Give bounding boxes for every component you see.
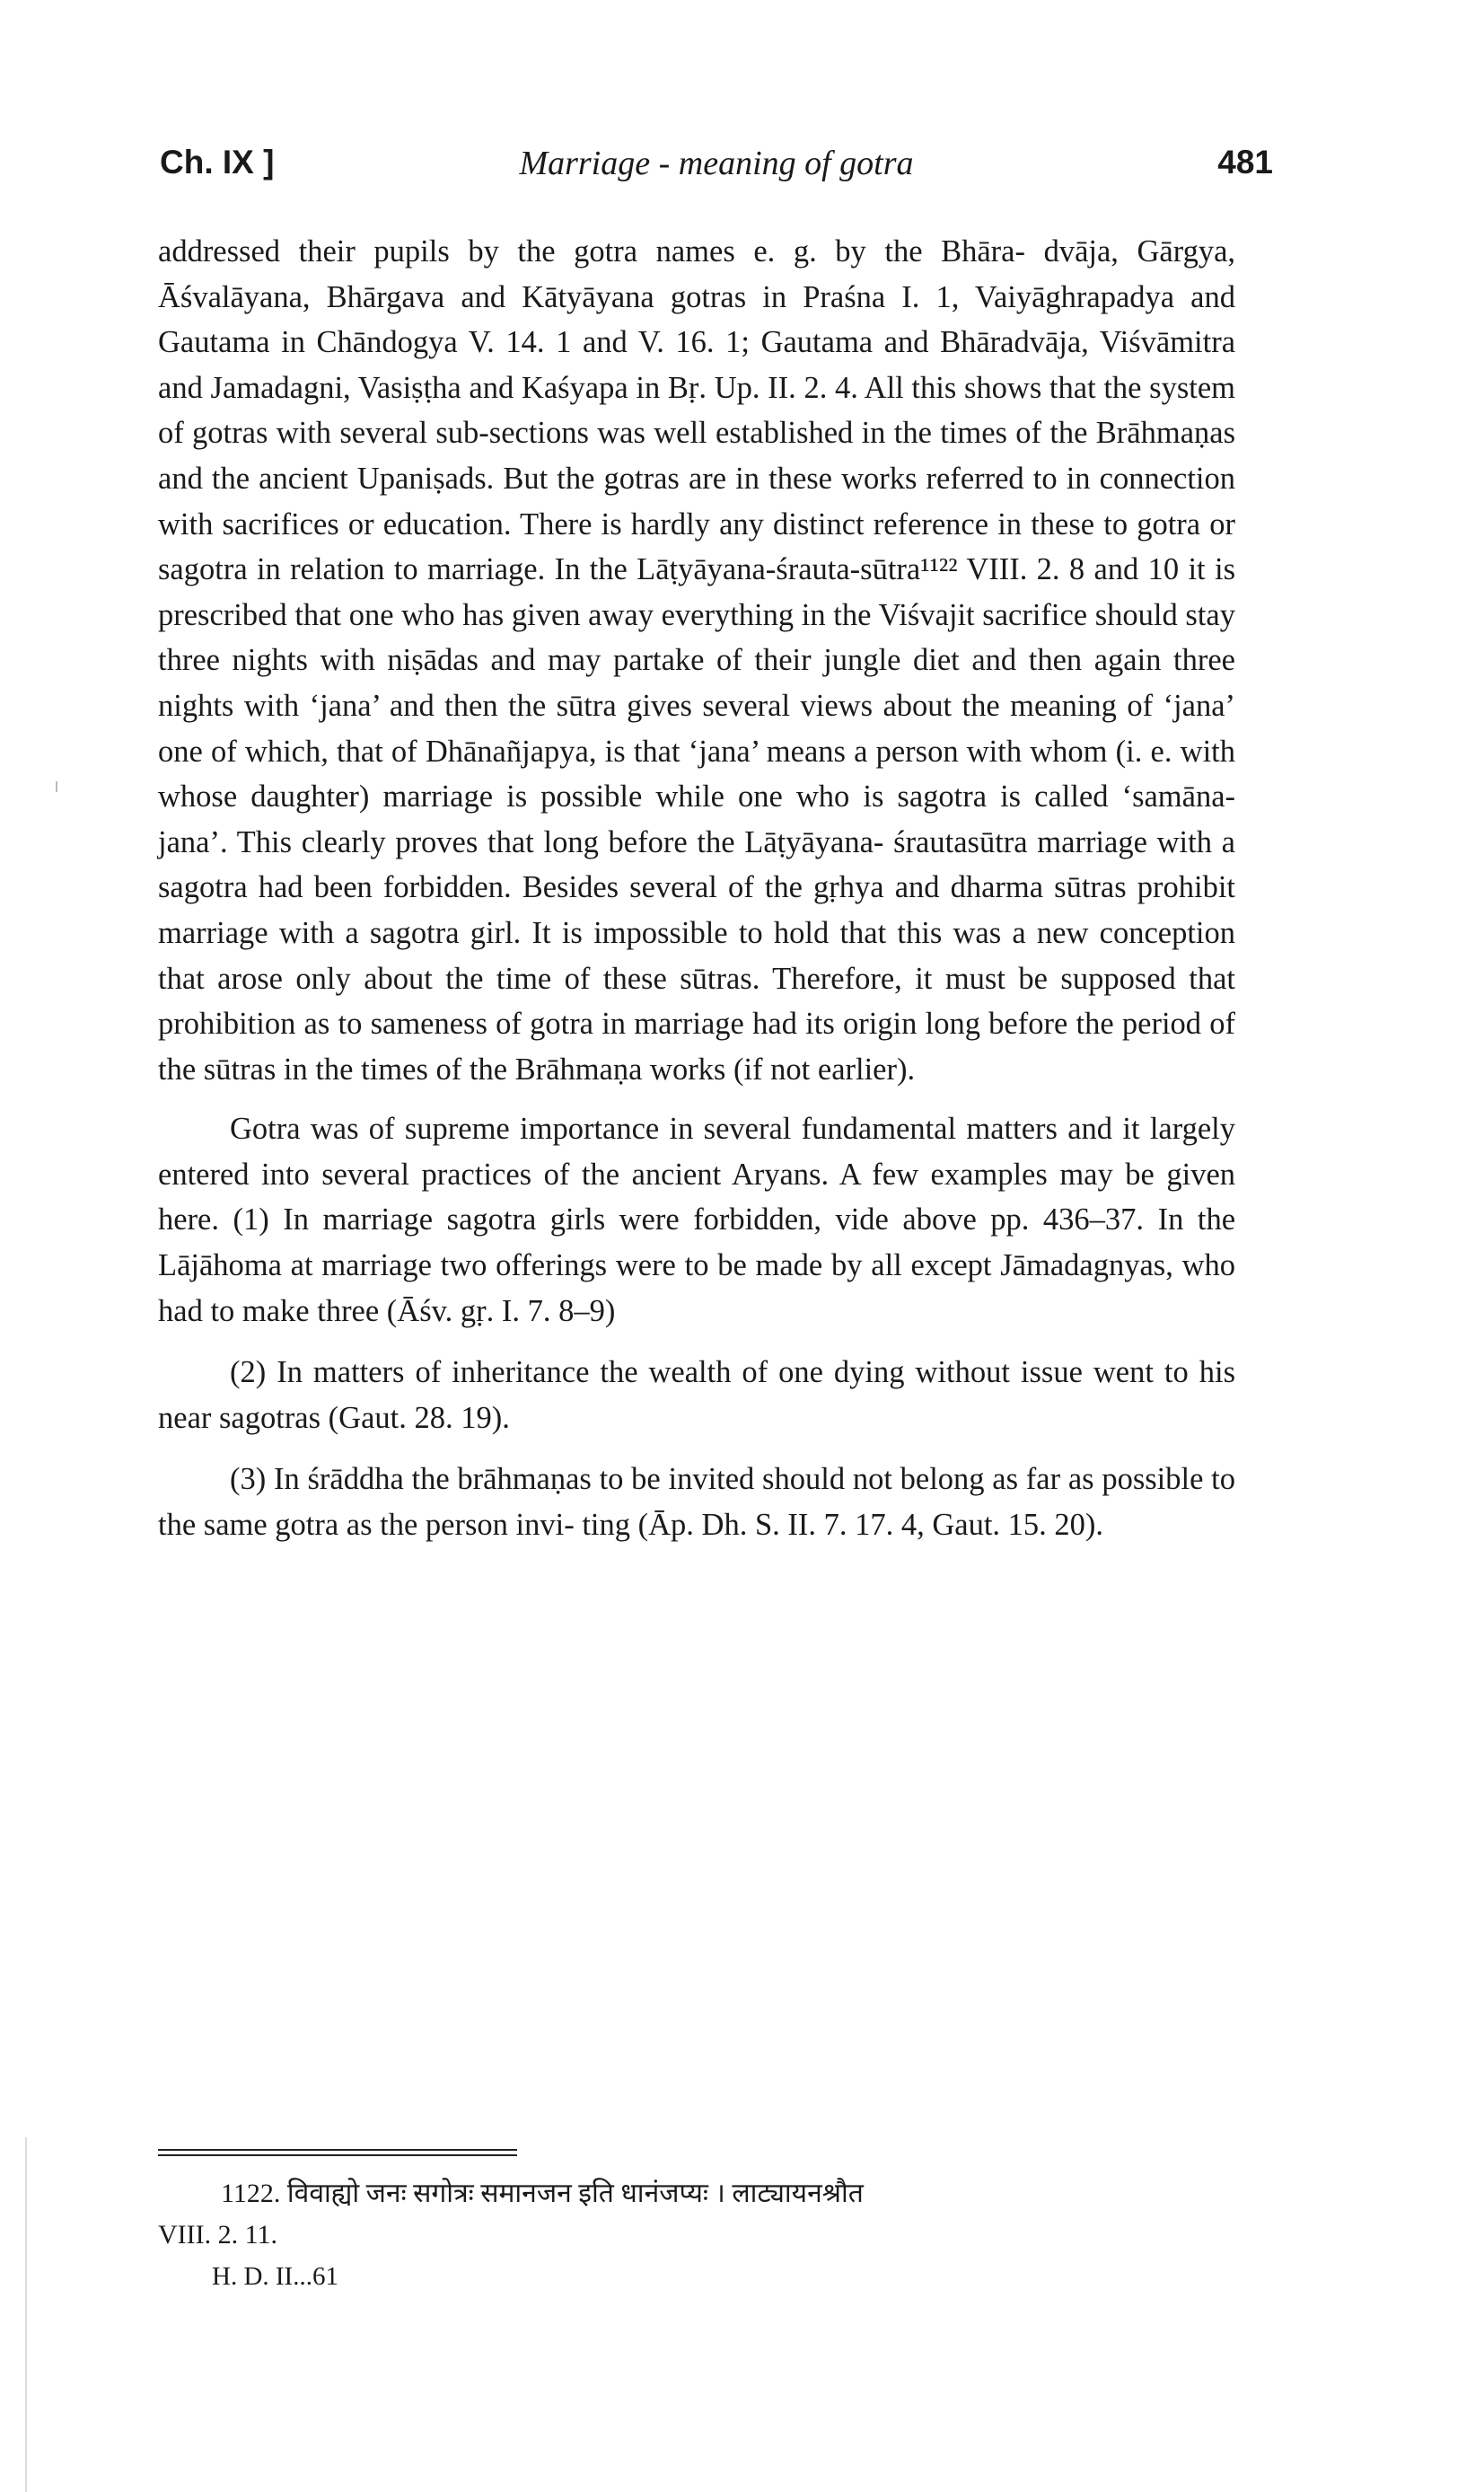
margin-mark [56, 781, 57, 792]
text-line: sameness of gotra in marriage had its origin long before the [370, 1007, 1114, 1042]
page-number: 481 [1217, 144, 1273, 181]
running-title: Marriage - meaning of gotra [519, 145, 914, 182]
text-line: well established in the times of the Brāhmaṇas and the ancient [158, 416, 1235, 496]
text-line: Viśvajit sacrifice should stay three nights with niṣādas and [158, 597, 1235, 678]
text-line: sūtras. Therefore, it must be supposed that prohibition as to [158, 961, 1235, 1042]
text-line: not earlier). [770, 1052, 916, 1087]
text-line: Besides several of the gṛhya and dharma sūtras prohibit [522, 870, 1235, 905]
footnote-line-2: VIII. 2. 11. [158, 2220, 278, 2250]
text-line: jana’. This clearly proves that long before the Lāṭyāyana- [158, 824, 884, 859]
body-text [158, 229, 1235, 1548]
text-line: In the Lājāhoma at marriage two offerings were to be made [158, 1202, 1236, 1283]
paragraph-2 [158, 1106, 1235, 1334]
chapter-label: Ch. IX ] [160, 144, 275, 181]
text-line: ting (Āp. Dh. S. II. 7. 17. 4, Gaut. 15. 20). [582, 1508, 1104, 1543]
text-line: Jamadagni, Vasiṣṭha and Kaśyapa in Bṛ. Up. II. 2. 4. All this [210, 370, 957, 405]
text-line: period of the sūtras in the times of the Brāhmaṇa works (if [158, 1007, 1235, 1087]
text-line: (3) In śrāddha the brāhmaṇas to be invited should not [230, 1462, 892, 1497]
text-line: meaning of ‘jana’ one of which, that of Dhānañjapya, is that [158, 688, 1236, 769]
text-line: may partake of their jungle diet and then again three nights [158, 643, 1235, 723]
text-line: ‘jana’ means a person with whom (i. e. with whose daughter) [158, 734, 1236, 815]
text-line: matters and it largely entered into several practices of the [158, 1112, 1235, 1192]
text-line: distinct reference in these to gotra or sagotra in relation to [158, 506, 1235, 587]
text-line: Gotra was of supreme importance in several fundamental [230, 1112, 957, 1147]
text-line: addressed their pupils by the gotra names e. g. by the Bhāra- [158, 234, 1025, 269]
text-line: marriage with a sagotra girl. It is impossible to hold that this [158, 915, 943, 950]
text-line: śrautasūtra marriage with a sagotra had been forbidden. [158, 824, 1235, 905]
text-line: (2) In matters of inheritance the wealth of one dying [230, 1355, 905, 1390]
text-line: connection with sacrifices or education. There is hardly any [158, 461, 1236, 542]
text-line: belong as far as possible to the same gotra as the person invi- [158, 1462, 1235, 1543]
text-line: with ‘jana’ and then the sūtra gives several views about the [243, 688, 1000, 723]
binding-edge [25, 2137, 27, 2492]
text-line: marriage is possible while one who is sagotra is called ‘samāna- [382, 779, 1236, 815]
running-header [160, 144, 1273, 198]
text-line: V. 14. 1 and V. 16. 1; Gautama and Bhāradvāja, Viśvāmitra and [158, 325, 1236, 405]
paragraph-1 [158, 229, 1235, 1092]
paragraph-4 [158, 1457, 1235, 1547]
text-line: gṛ. I. 7. 8–9) [460, 1293, 616, 1328]
paragraph-3 [158, 1350, 1235, 1440]
text-line: by all except Jāmadagnyas, who had to make three (Āśv. [158, 1248, 1235, 1328]
text-line: without issue went to his near sagotras (Gaut. 28. 19). [158, 1355, 1235, 1435]
text-line: ancient Aryans. A few examples may be given here. (1) In [158, 1157, 1236, 1237]
text-line: shows that the system of gotras with several sub-sections was [158, 370, 1236, 451]
footnote-line-1: 1122. विवाह्यो जनः सगोत्रः समानजन इति धानंजप्यः । लाट्यायनश्रौत [221, 2179, 864, 2208]
text-line: it is prescribed that one who has given away everything in the [158, 552, 1235, 632]
text-line: in Praśna I. 1, Vaiyāghrapadya and Gautama in Chāndogya [158, 279, 1235, 360]
text-line: marriage sagotra girls were forbidden, vide above pp. 436–37. [322, 1202, 1145, 1237]
text-line: Upaniṣads. But the gotras are in these works referred to in [356, 461, 1091, 496]
text-line: marriage. In the Lāṭyāyana-śrauta-sūtra¹¹²² VIII. 2. 8 and 10 [427, 552, 1180, 587]
footnote-rule [158, 2149, 517, 2156]
text-line: dvāja, Gārgya, Āśvalāyana, Bhārgava and Kātyāyana gotras [158, 234, 1236, 314]
page-signature: H. D. II...61 [212, 2262, 338, 2291]
footnote [158, 2173, 1235, 2297]
text-line: was a new conception that arose only about the time of these [158, 915, 1235, 996]
